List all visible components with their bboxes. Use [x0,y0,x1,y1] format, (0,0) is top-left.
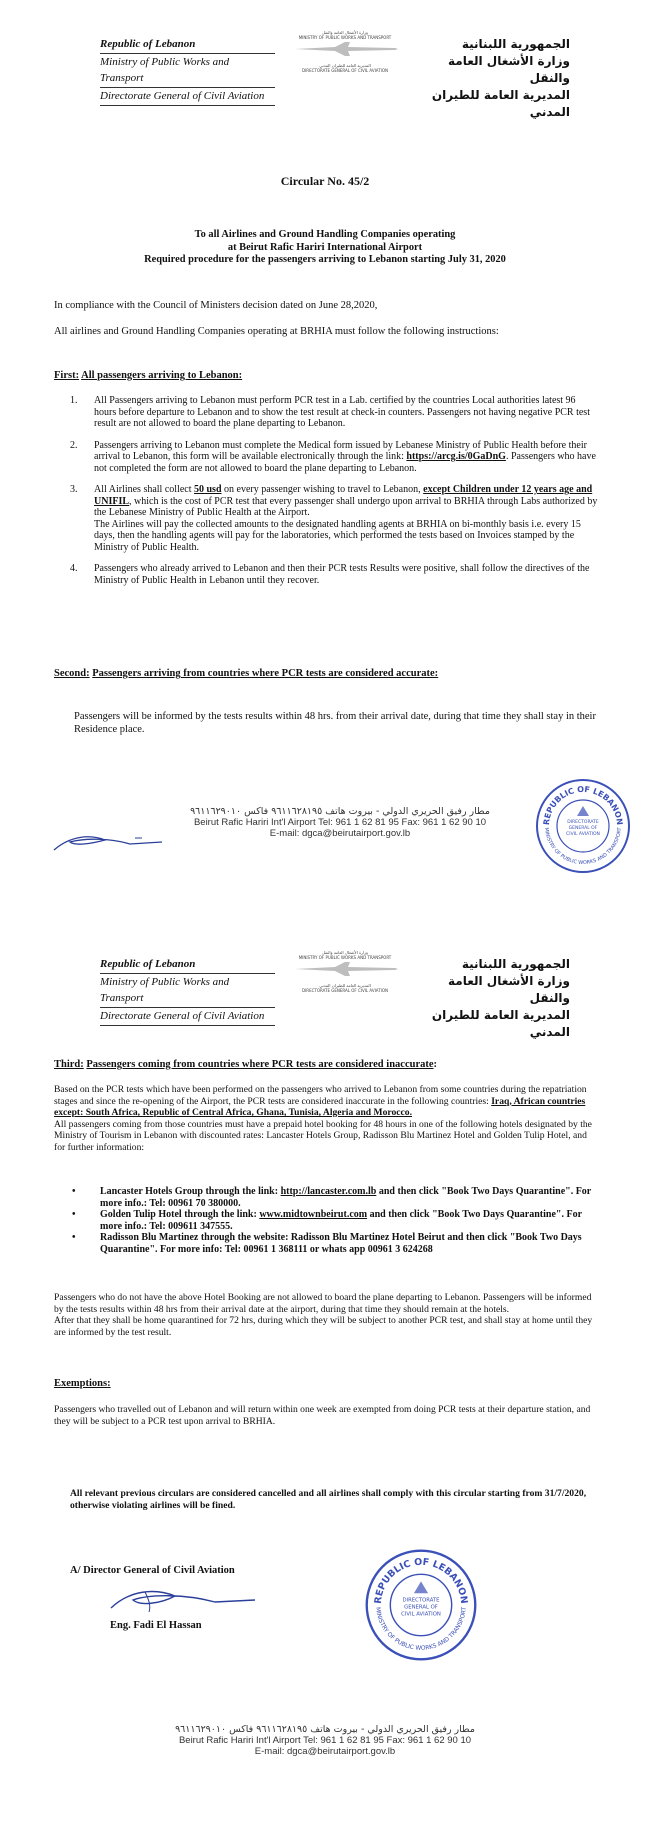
hotel-text: Golden Tulip Hotel through the link: [100,1209,260,1221]
addressee-line-3: Required procedure for the passengers arriving to Lebanon starting July 31, 2020 [144,254,506,265]
third-paragraph-4: After that they shall be home quarantined for 72 hrs, during which they will be subject to another PCR test, and shall stay at home until they are informed by the test result. [54,1315,593,1338]
footer-arabic: مطار رفيق الحريري الدولي - بيروت هاتف ٩٦١١٦٢٨١٩٥ فاكس ٩٦١١٦٢٩٠١٠ [190,806,490,817]
first-section-heading [54,370,614,383]
item-text: All Passengers arriving to Lebanon must perform PCR test in a Lab. certified by the countries Local authorities latest 96 hours before departure to Lebanon and to show the test result at check-in counters. Passengers not having negative PCR test result are not allowed to board the plane departing to Lebanon. [94,395,590,429]
emblem-bottom-en: DIRECTORATE GENERAL OF CIVIL AVIATION [302,68,388,73]
addressee-line-1: To all Airlines and Ground Handling Companies operating [194,229,456,240]
third-label: Third: [54,1059,84,1070]
second-heading: Passengers arriving from countries where PCR tests are considered accurate: [92,668,439,679]
header-ministry-ar: وزارة الأشغال العامة والنقل [448,54,570,85]
bullet-icon: • [72,1232,76,1244]
stamp-seal-icon [533,776,633,876]
footer-page1 [170,806,510,839]
item-number: 2. [70,439,78,451]
header-republic-ar: الجمهورية اللبنانية [461,957,570,971]
item-text: Passengers arriving to Lebanon must complete the Medical form issued by Lebanese Ministry of Public Health before their arrival to Lebanon, this form will be available electronically through the link: [94,439,587,462]
hotel-text: and then click "Book Two Days Quarantine". For more info.: Tel: 00961 70 380000. [100,1186,592,1209]
hotel-list [70,1186,600,1256]
stamp-bottom-text: MINISTRY OF PUBLIC WORKS AND TRANSPORT [542,827,623,867]
header-left-page2 [100,956,275,1026]
third-section-body [54,1084,600,1153]
bullet-icon: • [72,1209,76,1221]
second-label: Second: [54,668,90,679]
circular-title: Circular No. 45/2 [280,174,370,188]
fee-exception: except Children under 12 years age and UNIFIL [94,484,593,507]
stamp-seal-icon [362,1546,480,1664]
footer-email: E-mail: dgca@beirutairport.gov.lb [254,1746,396,1757]
header-directorate-ar: المديرية العامة للطيران المدني [431,88,570,119]
item-text: All Airlines shall collect [94,484,194,495]
stamp-inner-3: CIVIL AVIATION [566,832,600,837]
signature-name: Eng. Fadi El Hassan [110,1620,202,1631]
airplane-emblem-icon [290,40,400,58]
inaccurate-countries: Iraq, African countries except: South Africa, Republic of Central Africa, Ghana, Tunisia, Algeria and Morocco. [54,1095,586,1118]
stamp-inner-1: DIRECTORATE [402,1597,440,1604]
stamp-top-text: REPUBLIC OF LEBANON [541,784,625,826]
list-item [70,395,600,430]
airplane-emblem-icon [290,960,400,978]
intro-line-1: In compliance with the Council of Ministers decision dated on June 28,2020, [54,300,378,311]
signature-title: A/ Director General of Civil Aviation [70,1565,235,1576]
medical-form-link[interactable]: https://arcg.is/0GaDnG [406,451,506,462]
third-section-tail [54,1292,600,1338]
lancaster-link[interactable]: http://lancaster.com.lb [280,1186,377,1197]
hotel-text: and then click "Book Two Days Quarantine". For more info.: Tel: 009611 347555. [100,1209,582,1232]
closing-statement: All relevant previous circulars are considered cancelled and all airlines shall comply with this circular starting from 31/7/2020, otherwise violating airlines will be fined. [70,1488,587,1511]
item-text: on every passenger wishing to travel to Lebanon, [221,484,424,495]
third-heading: Passengers coming from countries where PCR tests are considered inaccurate [86,1059,434,1070]
third-paragraph-1: Based on the PCR tests which have been performed on the passengers who arrived to Lebanon from some countries during the repatriation stages and since the re-opening of the Airport, the PCR tests are considered inaccurate in the following countries: [54,1084,587,1107]
official-stamp-page2 [362,1546,480,1664]
list-item [70,484,600,553]
emblem-top-ar: وزارة الأشغال العامة والنقل [322,30,368,35]
item-text: Passengers who already arrived to Lebanon and then their PCR tests Results were positive, shall follow the directives of the Ministry of Public Health in Lebanon until they recover. [94,563,590,586]
list-item [70,563,600,586]
emblem-bottom-ar: المديرية العامة للطيران المدني [319,983,371,988]
first-label: First: [54,370,80,381]
item-number: 1. [70,395,78,406]
second-section-heading [54,668,614,681]
emblem-top-en: MINISTRY OF PUBLIC WORKS AND TRANSPORT [298,35,392,40]
midtown-link[interactable]: www.midtownbeirut.com [259,1209,368,1221]
header-ministry: Ministry of Public Works and Transport [100,54,275,88]
header-left-page1 [100,36,275,106]
footer-arabic: مطار رفيق الحريري الدولي - بيروت هاتف ٩٦١١٦٢٨١٩٥ فاكس ٩٦١١٦٢٩٠١٠ [175,1724,475,1735]
stamp-inner-3: CIVIL AVIATION [401,1611,441,1618]
third-paragraph-3: Passengers who do not have the above Hotel Booking are not allowed to board the plane departing to Lebanon. Passengers will be informed by the tests results within 48 hrs from their arrival date at the airport, during that time they should remain at the hotels. [54,1292,592,1315]
third-paragraph-2: All passengers coming from those countries must have a prepaid hotel booking for 48 hours in one of the following hotels designated by the Ministry of Tourism in Lebanon with discounted rates: Lancaster Hotels Group, Radisson Blu Martinez Hotel and Golden Tulip Hotel, and for further information: [54,1118,592,1153]
list-item [70,1186,600,1209]
official-stamp-page1 [533,776,633,876]
intro-line-2: All airlines and Ground Handling Companies operating at BRHIA must follow the following instructions: [54,326,499,337]
header-republic: Republic of Lebanon [100,956,275,974]
first-section-list [70,395,600,596]
exemptions-heading: Exemptions: [54,1378,111,1389]
header-ministry: Ministry of Public Works and Transport [100,974,275,1008]
header-emblem-page1 [290,30,405,73]
item-text: . Passengers who have not completed the form are not allowed to board the plane departing to Lebanon. [94,451,596,474]
list-item [70,440,600,475]
stamp-inner-2: GENERAL OF [404,1604,438,1611]
header-republic: Republic of Lebanon [100,36,275,54]
third-heading-end: : [433,1059,438,1070]
stamp-top-text: REPUBLIC OF LEBANON [372,1556,470,1605]
header-right-page2 [430,956,570,1041]
emblem-top-en: MINISTRY OF PUBLIC WORKS AND TRANSPORT [298,955,392,960]
bullet-icon: • [72,1186,76,1197]
list-item [70,1209,600,1232]
header-directorate: Directorate General of Civil Aviation [100,88,275,106]
header-right-page1 [430,36,570,121]
footer-address: Beirut Rafic Hariri Int'l Airport Tel: 961 1 62 81 95 Fax: 961 1 62 90 10 [178,1735,472,1746]
header-republic-ar: الجمهورية اللبنانية [461,37,570,51]
list-item [70,1232,600,1255]
footer-address: Beirut Rafic Hariri Int'l Airport Tel: 961 1 62 81 95 Fax: 961 1 62 90 10 [193,817,487,828]
signature-scribble-icon [50,828,170,856]
circular-addressee [40,229,610,267]
stamp-inner-2: GENERAL OF [568,826,598,831]
stamp-bottom-text: MINISTRY OF PUBLIC WORKS AND TRANSPORT [374,1606,468,1652]
addressee-line-2: at Beirut Rafic Hariri International Airport [227,241,423,253]
stamp-inner-1: DIRECTORATE [567,820,599,825]
item-number: 4. [70,563,78,574]
item-number: 3. [70,484,78,495]
footer-email: E-mail: dgca@beirutairport.gov.lb [269,828,411,839]
first-heading: All passengers arriving to Lebanon: [81,370,243,381]
header-ministry-ar: وزارة الأشغال العامة والنقل [448,974,570,1005]
emblem-bottom-en: DIRECTORATE GENERAL OF CIVIL AVIATION [302,988,388,993]
footer-page2 [155,1724,495,1757]
emblem-bottom-ar: المديرية العامة للطيران المدني [319,63,371,68]
hotel-text: Lancaster Hotels Group through the link: [100,1186,281,1197]
item-text: , which is the cost of PCR test that every passenger shall undergo upon arrival to BRHIA through Labs authorized by the Lebanese Ministry of Public Health at the Airport. [94,495,598,518]
header-directorate-ar: المديرية العامة للطيران المدني [431,1008,570,1039]
signature-icon [105,1584,265,1618]
header-emblem-page2 [290,950,405,993]
fee-amount: 50 usd [193,484,222,495]
item-text: The Airlines will pay the collected amounts to the designated handling agents at BRHIA on bi-monthly basis i.e. every 15 days, then the handling agents will pay for the laboratories, which performed the tests based on Invoices stamped by the Ministry of Public Health. [94,518,581,553]
exemptions-body: Passengers who travelled out of Lebanon and will return within one week are exempted from doing PCR tests at their departure station, and they will be subject to a PCR test upon arrival to BRHIA. [54,1404,591,1427]
emblem-top-ar: وزارة الأشغال العامة والنقل [322,950,368,955]
second-section-body: Passengers will be informed by the tests results within 48 hrs. from their arrival date, during that time they shall stay in their Residence place. [74,711,596,735]
third-section-heading [54,1059,614,1072]
hotel-text: Radisson Blu Martinez through the website: Radisson Blu Martinez Hotel Beirut and then click "Book Two Days Quarantine". For more info: Tel: 00961 1 368111 or whats app 00961 3 624268 [100,1232,582,1255]
header-directorate: Directorate General of Civil Aviation [100,1008,275,1026]
